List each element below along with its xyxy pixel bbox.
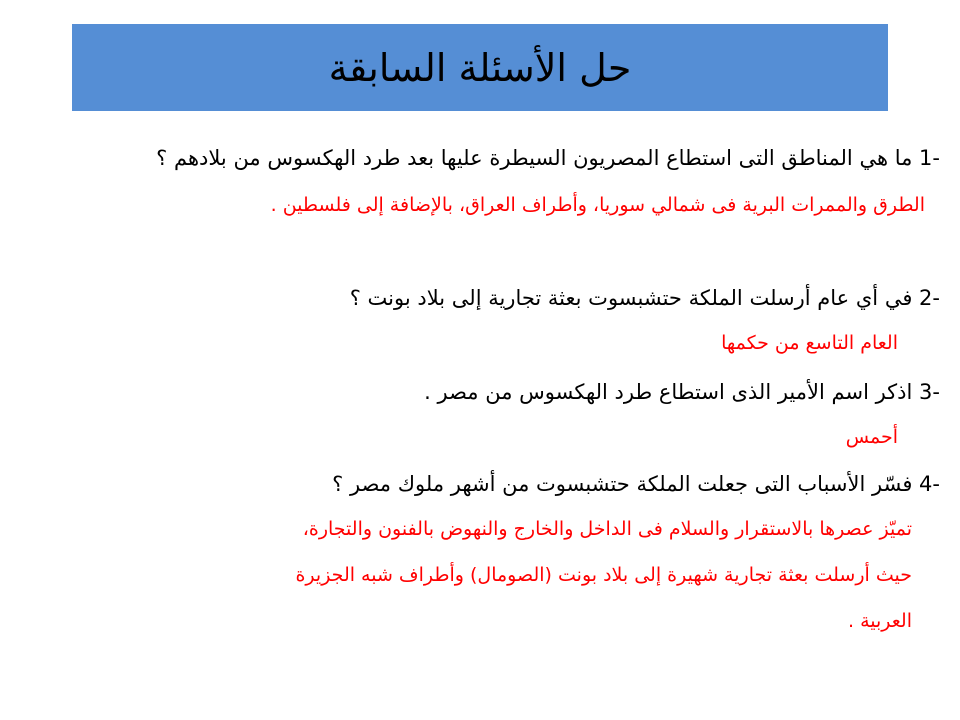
question-1-text: ما هي المناطق التى استطاع المصريون السيطرة عليها بعد طرد الهكسوس من بلادهم ؟	[156, 146, 913, 170]
question-2-number: 2-	[919, 286, 940, 310]
answer-3-line-1: أحمس	[845, 426, 898, 448]
title-banner	[72, 24, 888, 111]
page-title: حل الأسئلة السابقة	[328, 45, 632, 90]
question-3-text: اذكر اسم الأمير الذى استطاع طرد الهكسوس من مصر .	[424, 380, 913, 404]
answer-4-line-2: حيث أرسلت بعثة تجارية شهيرة إلى بلاد بونت (الصومال) وأطراف شبه الجزيرة	[295, 564, 912, 586]
question-3	[424, 380, 940, 404]
answer-4-line-3: العربية .	[847, 610, 912, 632]
answer-1-line-1: الطرق والممرات البرية فى شمالي سوريا، وأطراف العراق، بالإضافة إلى فلسطين .	[270, 194, 925, 216]
question-1	[156, 146, 940, 170]
question-4	[332, 472, 940, 496]
answer-4-line-1: تميّز عصرها بالاستقرار والسلام فى الداخل والخارج والنهوض بالفنون والتجارة،	[302, 518, 912, 540]
question-3-number: 3-	[919, 380, 940, 404]
question-4-text: فسّر الأسباب التى جعلت الملكة حتشبسوت من أشهر ملوك مصر ؟	[332, 472, 913, 496]
answer-2-line-1: العام التاسع من حكمها	[721, 332, 898, 354]
question-2-text: في أي عام أرسلت الملكة حتشبسوت بعثة تجارية إلى بلاد بونت ؟	[349, 286, 913, 310]
question-2	[350, 286, 940, 310]
question-4-number: 4-	[919, 472, 940, 496]
question-1-number: 1-	[919, 146, 940, 170]
